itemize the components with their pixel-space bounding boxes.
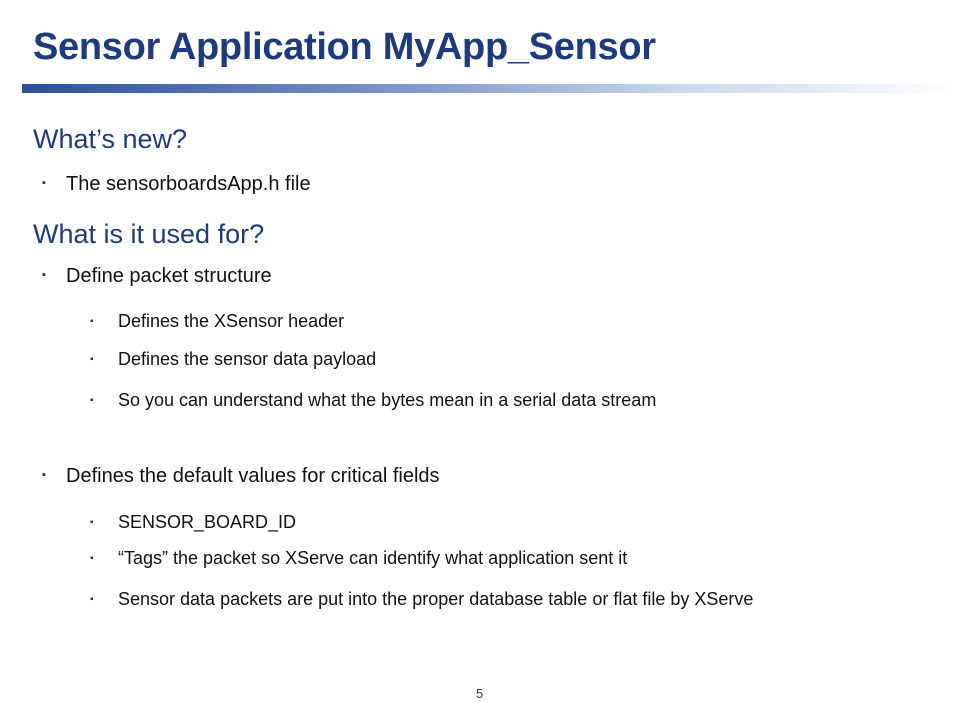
sub-bullet-text: So you can understand what the bytes mean in a serial data stream	[118, 390, 657, 410]
sub-bullet-item	[90, 585, 898, 614]
sub-bullet-item	[90, 307, 908, 336]
square-bullet-icon: ▪	[42, 269, 46, 281]
square-bullet-icon: ▪	[90, 594, 94, 605]
section-heading-used-for: What is it used for?	[33, 219, 265, 249]
sub-bullet-text: Defines the sensor data payload	[118, 349, 377, 369]
bullet-item	[42, 465, 440, 488]
square-bullet-icon: ▪	[90, 553, 94, 564]
sub-bullet-text: Defines the XSensor header	[118, 311, 345, 331]
square-bullet-icon: ▪	[42, 469, 46, 481]
bullet-text: Define packet structure	[66, 265, 272, 287]
square-bullet-icon: ▪	[90, 395, 94, 406]
sub-bullet-item	[90, 386, 838, 415]
sub-bullet-item	[90, 508, 908, 537]
sub-bullet-item	[90, 345, 908, 374]
bullet-text: Defines the default values for critical fields	[66, 465, 440, 487]
bullet-item	[42, 265, 272, 288]
sub-bullet-text: SENSOR_BOARD_ID	[118, 512, 297, 532]
square-bullet-icon: ▪	[90, 354, 94, 365]
sub-bullet-item	[90, 544, 908, 573]
sub-bullet-text: “Tags” the packet so XServe can identify what application sent it	[118, 548, 628, 568]
page-number: 5	[476, 686, 484, 701]
square-bullet-icon: ▪	[90, 316, 94, 327]
section-heading-whats-new: What’s new?	[33, 124, 188, 154]
square-bullet-icon: ▪	[90, 517, 94, 528]
bullet-text: The sensorboardsApp.h file	[66, 173, 311, 195]
slide-title: Sensor Application MyApp_Sensor	[33, 26, 656, 68]
square-bullet-icon: ▪	[42, 177, 46, 189]
bullet-item	[42, 173, 311, 196]
sub-bullet-text: Sensor data packets are put into the proper database table or flat file by XServe	[118, 589, 754, 609]
